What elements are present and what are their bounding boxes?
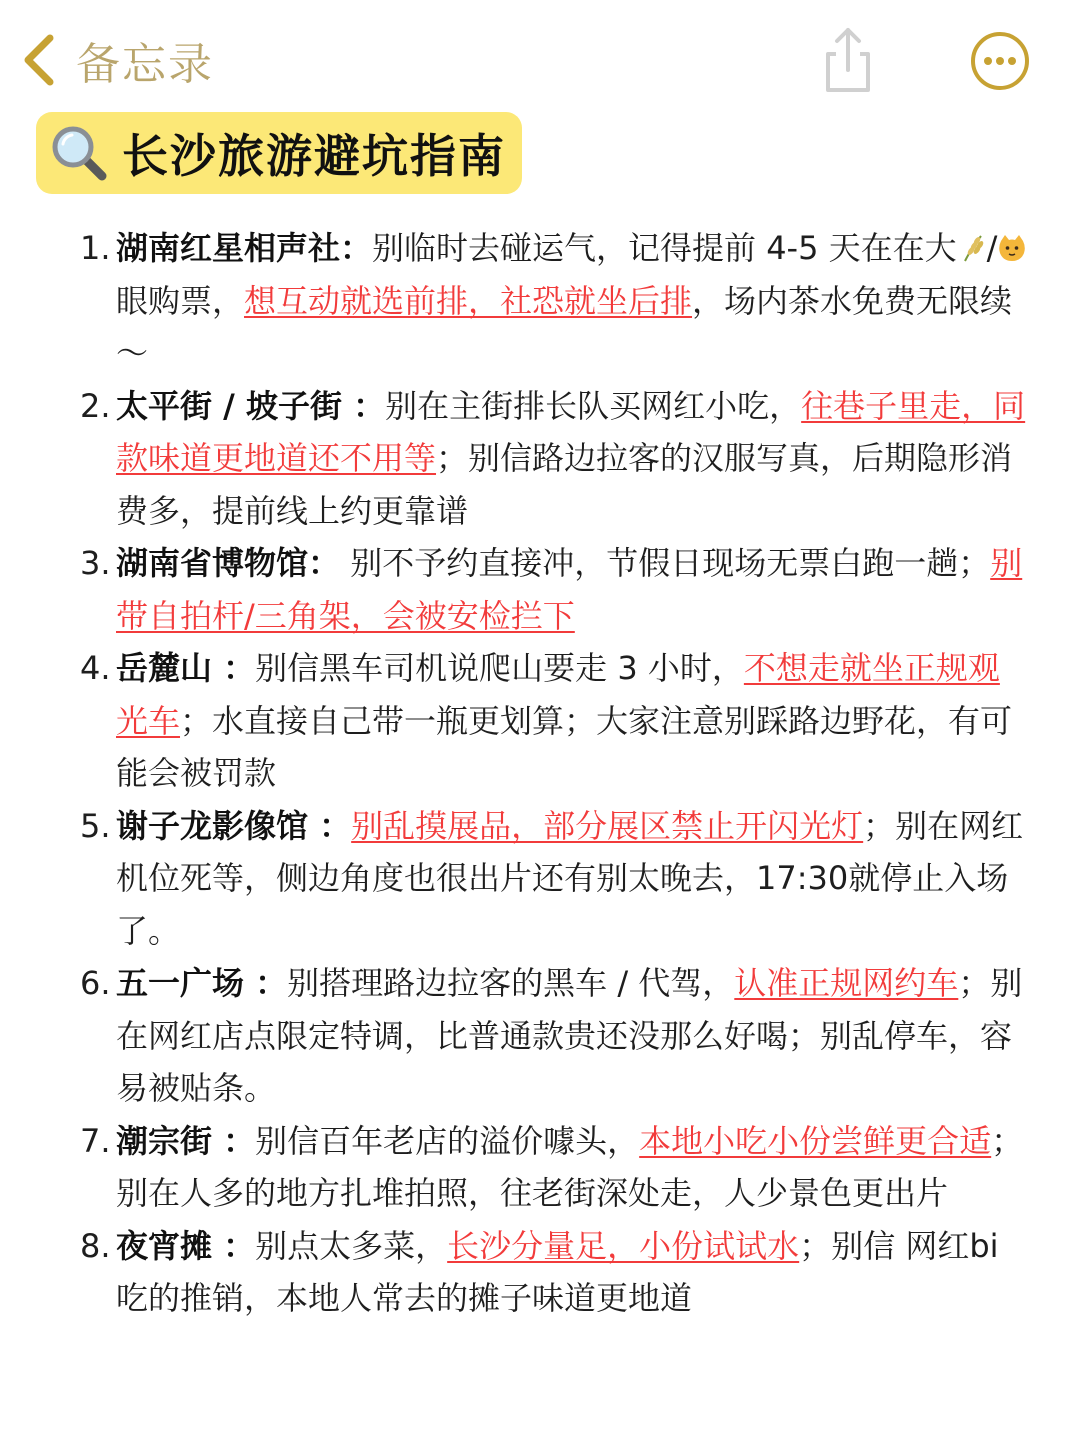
note-title-chip bbox=[36, 112, 522, 194]
cat-face-icon bbox=[997, 233, 1027, 263]
highlighted-tip: 长沙分量足，小份试试水 bbox=[447, 1226, 800, 1265]
item-number: 2. bbox=[80, 386, 111, 425]
item-text-segment: ；别信 网红bi吃的推销，本地人常去的摊子味道更地道 bbox=[116, 1226, 999, 1317]
item-text-segment: 别不予约直接冲，节假日现场无票白跑一趟； bbox=[340, 544, 991, 582]
highlighted-tip: 不想走就坐正规观光车 bbox=[116, 649, 1000, 740]
item-text-segment: ；别在人多的地方扎堆拍照，往老街深处走，人少景色更出片 bbox=[116, 1121, 1024, 1212]
item-text-segment: ；别在网红机位死等，侧边角度也很出片还有别太晚去，17:30就停止入场了。 bbox=[116, 806, 1024, 950]
item-text-segment: ；别信路边拉客的汉服写真，后期隐形消费多，提前线上约更靠谱 bbox=[116, 439, 1013, 530]
item-text-segment: 别信百年老店的溢价噱头， bbox=[255, 1121, 640, 1160]
list-item bbox=[80, 800, 1030, 958]
item-heading: 谢子龙影像馆 ： bbox=[116, 806, 352, 845]
highlighted-tip: 认准正规网约车 bbox=[734, 964, 959, 1002]
item-text-segment: 眼购票， bbox=[116, 281, 245, 320]
item-text bbox=[116, 800, 1030, 958]
item-text bbox=[116, 957, 1030, 1115]
item-text bbox=[116, 537, 1030, 642]
item-text-segment: ，场内茶水免费无限续～ bbox=[116, 281, 1013, 372]
list-item bbox=[80, 537, 1030, 642]
item-separator: / bbox=[986, 229, 998, 267]
item-text bbox=[116, 642, 1030, 800]
item-text bbox=[116, 380, 1030, 538]
list-item bbox=[80, 1115, 1030, 1220]
highlighted-tip: 想互动就选前排，社恐就坐后排 bbox=[244, 281, 693, 320]
item-text-segment: 别信黑车司机说爬山要走 3 小时， bbox=[255, 649, 744, 687]
highlighted-tip: 本地小吃小份尝鲜更合适 bbox=[639, 1121, 992, 1160]
item-number: 3. bbox=[80, 544, 111, 582]
item-heading: 太平街 / 坡子街 ： bbox=[116, 386, 386, 425]
item-text-segment: 别临时去碰运气，记得提前 4-5 天在在大 bbox=[372, 229, 957, 267]
highlighted-tip: 往巷子里走，同款味道更地道还不用等 bbox=[116, 386, 1026, 477]
item-heading: 湖南红星相声社： bbox=[116, 229, 373, 267]
item-number: 7. bbox=[80, 1121, 111, 1160]
item-heading: 湖南省博物馆： bbox=[116, 544, 341, 582]
list-item bbox=[80, 642, 1030, 800]
back-label: 备忘录 bbox=[76, 39, 214, 90]
item-text-segment: 别搭理路边拉客的黑车 / 代驾， bbox=[287, 964, 735, 1002]
highlighted-tip: 别带自拍杆/三角架，会被安检拦下 bbox=[116, 544, 1023, 635]
item-number: 4. bbox=[80, 649, 111, 687]
item-number: 1. bbox=[80, 229, 111, 267]
chevron-left-icon bbox=[20, 30, 60, 90]
share-icon[interactable] bbox=[818, 24, 878, 96]
top-nav-bar bbox=[0, 0, 1080, 120]
item-text bbox=[116, 222, 1030, 380]
item-heading: 岳麓山 ： bbox=[116, 649, 256, 687]
list-item bbox=[80, 1220, 1030, 1325]
item-text-segment: 别在主街排长队买网红小吃， bbox=[385, 386, 802, 425]
list-item bbox=[80, 222, 1030, 380]
more-icon[interactable] bbox=[970, 31, 1030, 91]
item-text-segment: ；别在网红店点限定特调，比普通款贵还没那么好喝；别乱停车，容易被贴条。 bbox=[116, 964, 1023, 1107]
magnifier-icon bbox=[48, 122, 110, 184]
item-heading: 夜宵摊 ： bbox=[116, 1226, 256, 1265]
rice-ear-icon bbox=[957, 233, 987, 263]
item-text-segment: 别点太多菜， bbox=[255, 1226, 448, 1265]
back-button[interactable] bbox=[20, 28, 214, 92]
item-number: 6. bbox=[80, 964, 111, 1002]
item-number: 5. bbox=[80, 806, 111, 845]
item-text bbox=[116, 1115, 1030, 1220]
item-text bbox=[116, 1220, 1030, 1325]
item-heading: 五一广场 ： bbox=[116, 964, 288, 1002]
highlighted-tip: 别乱摸展品，部分展区禁止开闪光灯 bbox=[351, 806, 864, 845]
item-text-segment: ；水直接自己带一瓶更划算；大家注意别踩路边野花，有可能会被罚款 bbox=[116, 701, 1013, 792]
note-content[interactable] bbox=[80, 222, 1030, 1325]
list-item bbox=[80, 957, 1030, 1115]
note-title: 长沙旅游避坑指南 bbox=[122, 129, 506, 183]
list-item bbox=[80, 380, 1030, 538]
item-heading: 潮宗街 ： bbox=[116, 1121, 256, 1160]
item-number: 8. bbox=[80, 1226, 111, 1265]
